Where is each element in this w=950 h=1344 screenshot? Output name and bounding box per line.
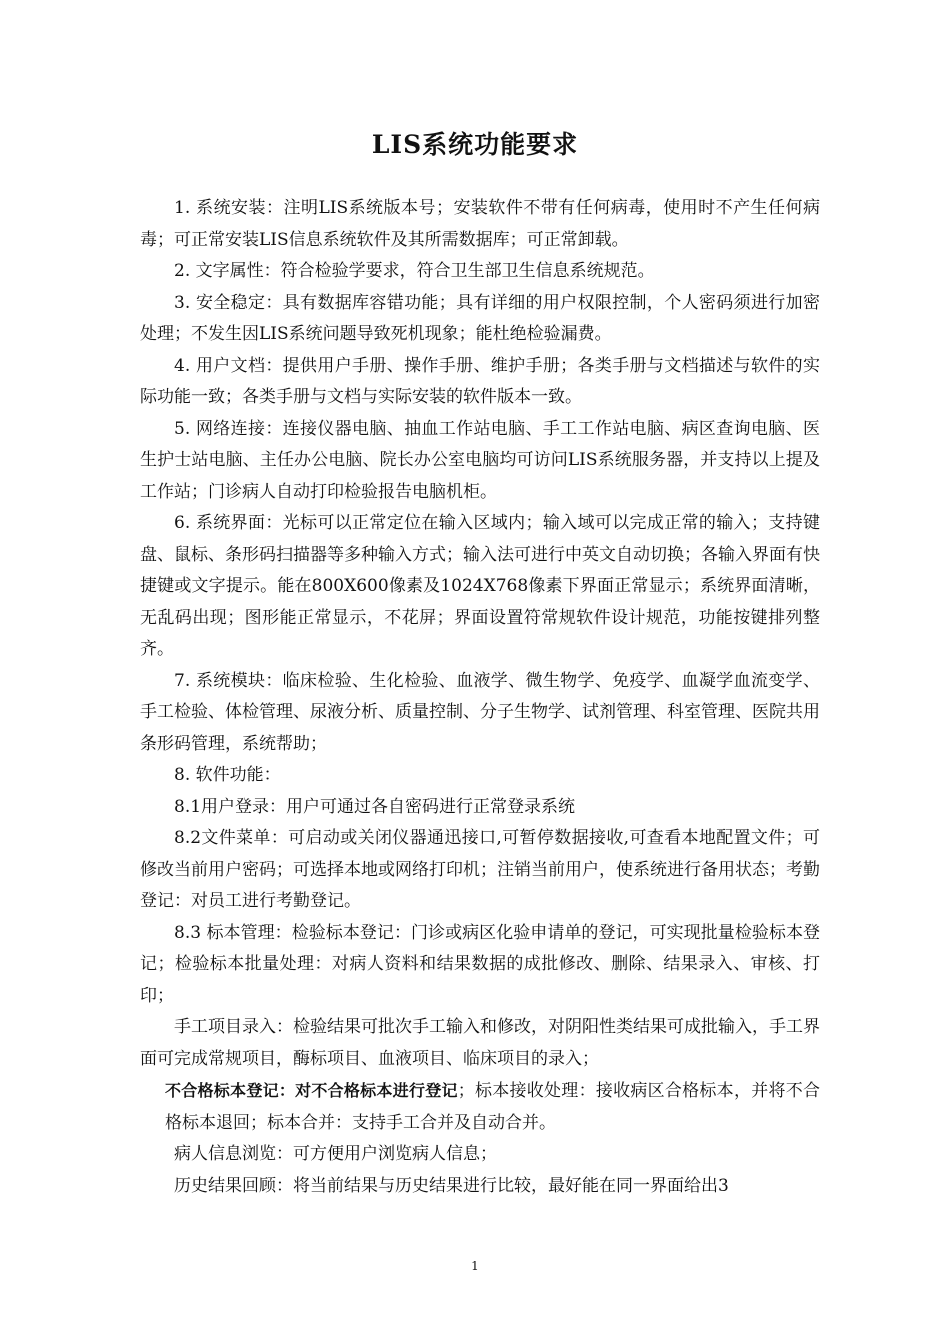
paragraph-8: 8. 软件功能： bbox=[174, 765, 281, 785]
page-number: 1 bbox=[471, 1259, 479, 1273]
paragraph-8-3: 8.3 标本管理：检验标本登记：门诊或病区化验申请单的登记，可实现批量检验标本登记；检验标本批量处理：对病人资料和结果数据的成批修改、删除、结果录入、审核、打印； bbox=[140, 922, 820, 1006]
paragraph-6: 6. 系统界面：光标可以正常定位在输入区域内；输入域可以完成正常的输入；支持键盘、鼠标、条形码扫描器等多种输入方式；输入法可进行中英文自动切换；各输入界面有快捷键或文字提示。能在800X600像素及1024X768像素下界面正常显示；系统界面清晰，无乱码出现；图形能正常显示，不花屏；界面设置符常规软件设计规范，功能按键排列整齐。 bbox=[140, 513, 820, 659]
paragraph-unqualified-specimen bbox=[140, 1075, 820, 1139]
document-body bbox=[140, 193, 820, 1202]
paragraph-8-1: 8.1用户登录：用户可通过各自密码进行正常登录系统 bbox=[174, 796, 576, 817]
unqualified-specimen-lead: 不合格标本登记：对不合格标本进行登记 bbox=[165, 1081, 458, 1100]
page-title: LIS系统功能要求 bbox=[371, 129, 579, 159]
paragraph-history-review: 历史结果回顾：将当前结果与历史结果进行比较，最好能在同一界面给出3 bbox=[174, 1175, 729, 1196]
paragraph-1: 1. 系统安装：注明LIS系统版本号；安装软件不带有任何病毒，使用时不产生任何病毒；可正常安装LIS信息系统软件及其所需数据库；可正常卸载。 bbox=[140, 198, 820, 250]
paragraph-5: 5. 网络连接：连接仪器电脑、抽血工作站电脑、手工工作站电脑、病区查询电脑、医生护士站电脑、主任办公电脑、院长办公室电脑均可访问LIS系统服务器，并支持以上提及工作站；门诊病人自动打印检验报告电脑机柜。 bbox=[140, 418, 820, 502]
unqualified-specimen-rest: ；标本接收处理：接收病区合格标本，并将不合格标本退回；标本合并：支持手工合并及自动合并。 bbox=[165, 1081, 820, 1133]
paragraph-patient-browse: 病人信息浏览：可方便用户浏览病人信息； bbox=[174, 1144, 497, 1164]
paragraph-3: 3. 安全稳定：具有数据库容错功能；具有详细的用户权限控制，个人密码须进行加密处理；不发生因LIS系统问题导致死机现象；能杜绝检验漏费。 bbox=[140, 292, 820, 344]
paragraph-8-2: 8.2文件菜单：可启动或关闭仪器通迅接口,可暂停数据接收,可查看本地配置文件；可修改当前用户密码；可选择本地或网络打印机；注销当前用户，使系统进行备用状态；考勤登记：对员工进行考勤登记。 bbox=[140, 828, 820, 911]
paragraph-manual-entry: 手工项目录入：检验结果可批次手工输入和修改，对阴阳性类结果可成批输入，手工界面可完成常规项目，酶标项目、血液项目、临床项目的录入； bbox=[140, 1017, 820, 1069]
paragraph-4: 4. 用户文档：提供用户手册、操作手册、维护手册；各类手册与文档描述与软件的实际功能一致；各类手册与文档与实际安装的软件版本一致。 bbox=[140, 355, 820, 407]
paragraph-2: 2. 文字属性：符合检验学要求，符合卫生部卫生信息系统规范。 bbox=[174, 261, 655, 281]
paragraph-7: 7. 系统模块：临床检验、生化检验、血液学、微生物学、免疫学、血凝学血流变学、手工检验、体检管理、尿液分析、质量控制、分子生物学、试剂管理、科室管理、医院共用条形码管理，系统帮助； bbox=[140, 670, 820, 754]
